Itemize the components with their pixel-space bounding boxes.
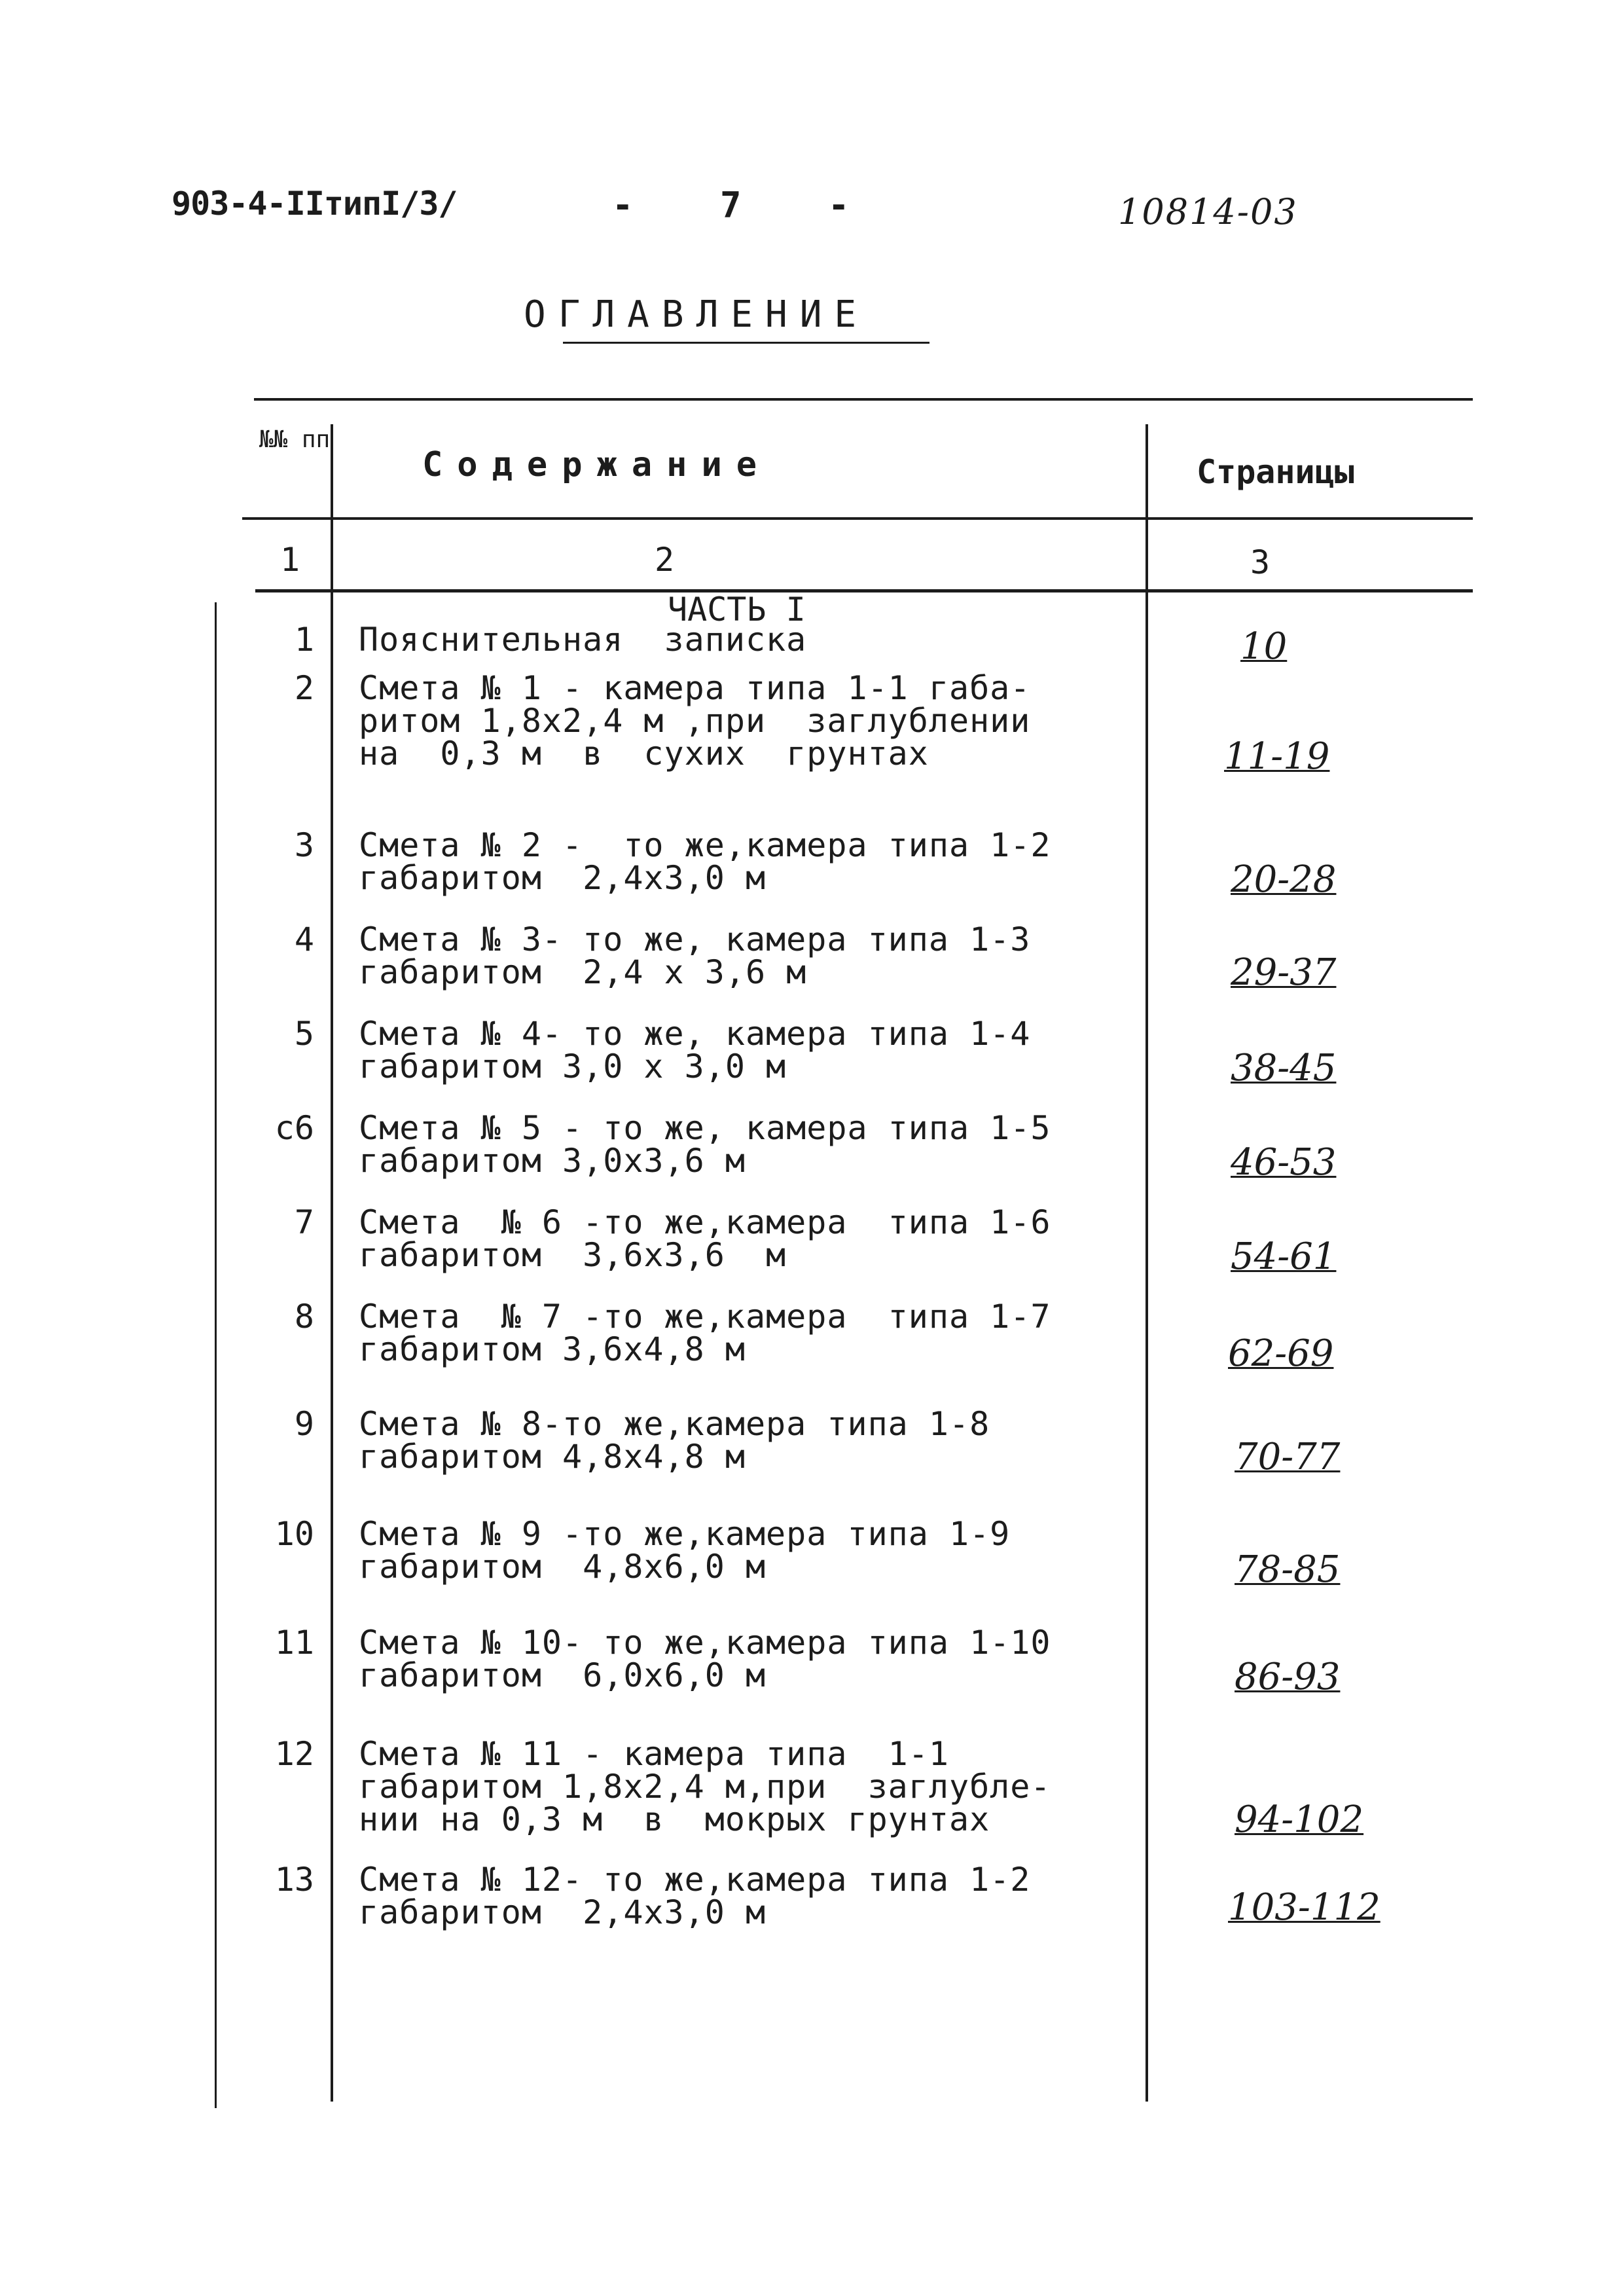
- row-number: 11: [274, 1624, 314, 1662]
- row-text: Смета № 11 - камера типа 1-1 габаритом 1,8х2,4 м,при заглубле- нии на 0,3 м в мокрых грунтах: [359, 1735, 1051, 1838]
- row-text: Смета № 10- то же,камера типа 1-10 габаритом 6,0х6,0 м: [359, 1624, 1051, 1694]
- row-text: Смета № 3- то же, камера типа 1-3 габаритом 2,4 х 3,6 м: [359, 920, 1031, 991]
- column-header-number: №№ пп: [259, 426, 331, 453]
- row-number: 13: [274, 1861, 314, 1899]
- row-number: 4: [294, 920, 314, 958]
- column-number-1: 1: [280, 541, 300, 579]
- header-bottom-rule: [242, 517, 1473, 520]
- row-number: 1: [294, 621, 314, 659]
- row-pages: 94-102: [1235, 1798, 1364, 1841]
- row-number: 9: [294, 1405, 314, 1443]
- row-pages: 20-28: [1231, 858, 1337, 901]
- column-divider-right: [1146, 424, 1148, 2102]
- row-pages: 78-85: [1235, 1548, 1341, 1591]
- column-header-content: Содержание: [422, 445, 772, 484]
- row-text: Пояснительная записка: [359, 621, 807, 659]
- table-top-rule: [254, 398, 1473, 401]
- page-title: ОГЛАВЛЕНИЕ: [524, 293, 869, 336]
- title-underline: [563, 342, 929, 344]
- row-text: Смета № 2 - то же,камера типа 1-2 габаритом 2,4х3,0 м: [359, 826, 1051, 897]
- row-pages: 10: [1240, 625, 1288, 668]
- row-pages: 29-37: [1231, 951, 1337, 994]
- row-text: Смета № 1 - камера типа 1-1 габа- ритом 1,8х2,4 м ,при заглублении на 0,3 м в сухих грунтах: [359, 669, 1031, 773]
- row-pages: 86-93: [1235, 1656, 1341, 1698]
- row-text: Смета № 9 -то же,камера типа 1-9 габаритом 4,8х6,0 м: [359, 1515, 1011, 1586]
- row-number: 8: [294, 1298, 314, 1336]
- row-number: 10: [274, 1515, 314, 1553]
- column-number-2: 2: [655, 541, 675, 579]
- column-header-pages: Страницы: [1197, 453, 1354, 491]
- row-text: Смета № 8-то же,камера типа 1-8 габаритом 4,8х4,8 м: [359, 1405, 990, 1476]
- table-left-edge: [215, 602, 217, 2108]
- document-code: 903-4-IIтипI/3/: [171, 185, 458, 223]
- row-pages: 54-61: [1231, 1235, 1337, 1278]
- page-number: - 7 -: [612, 185, 882, 226]
- row-number: 12: [274, 1735, 314, 1773]
- row-text: Смета № 7 -то же,камера типа 1-7 габаритом 3,6х4,8 м: [359, 1298, 1051, 1368]
- row-number: 5: [294, 1015, 314, 1053]
- row-number: 2: [294, 669, 314, 707]
- row-pages: 70-77: [1235, 1436, 1341, 1478]
- row-pages: 46-53: [1231, 1141, 1337, 1184]
- row-number: 3: [294, 826, 314, 864]
- row-pages: 62-69: [1228, 1332, 1334, 1375]
- row-text: Смета № 4- то же, камера типа 1-4 габаритом 3,0 х 3,0 м: [359, 1015, 1031, 1085]
- column-numbers-rule: [255, 589, 1473, 592]
- row-pages: 11-19: [1224, 735, 1330, 778]
- part-label: ЧАСТЬ I: [668, 591, 806, 629]
- column-number-3: 3: [1250, 543, 1271, 581]
- document-number: 10814-03: [1118, 191, 1298, 232]
- row-text: Смета № 5 - то же, камера типа 1-5 габаритом 3,0х3,6 м: [359, 1109, 1051, 1180]
- row-number: с6: [274, 1109, 314, 1147]
- column-divider-left: [331, 424, 333, 2102]
- row-number: 7: [294, 1203, 314, 1241]
- row-pages: 103-112: [1228, 1886, 1380, 1929]
- row-pages: 38-45: [1231, 1047, 1337, 1089]
- row-text: Смета № 12- то же,камера типа 1-2 габаритом 2,4х3,0 м: [359, 1861, 1031, 1931]
- row-text: Смета № 6 -то же,камера типа 1-6 габаритом 3,6х3,6 м: [359, 1203, 1051, 1274]
